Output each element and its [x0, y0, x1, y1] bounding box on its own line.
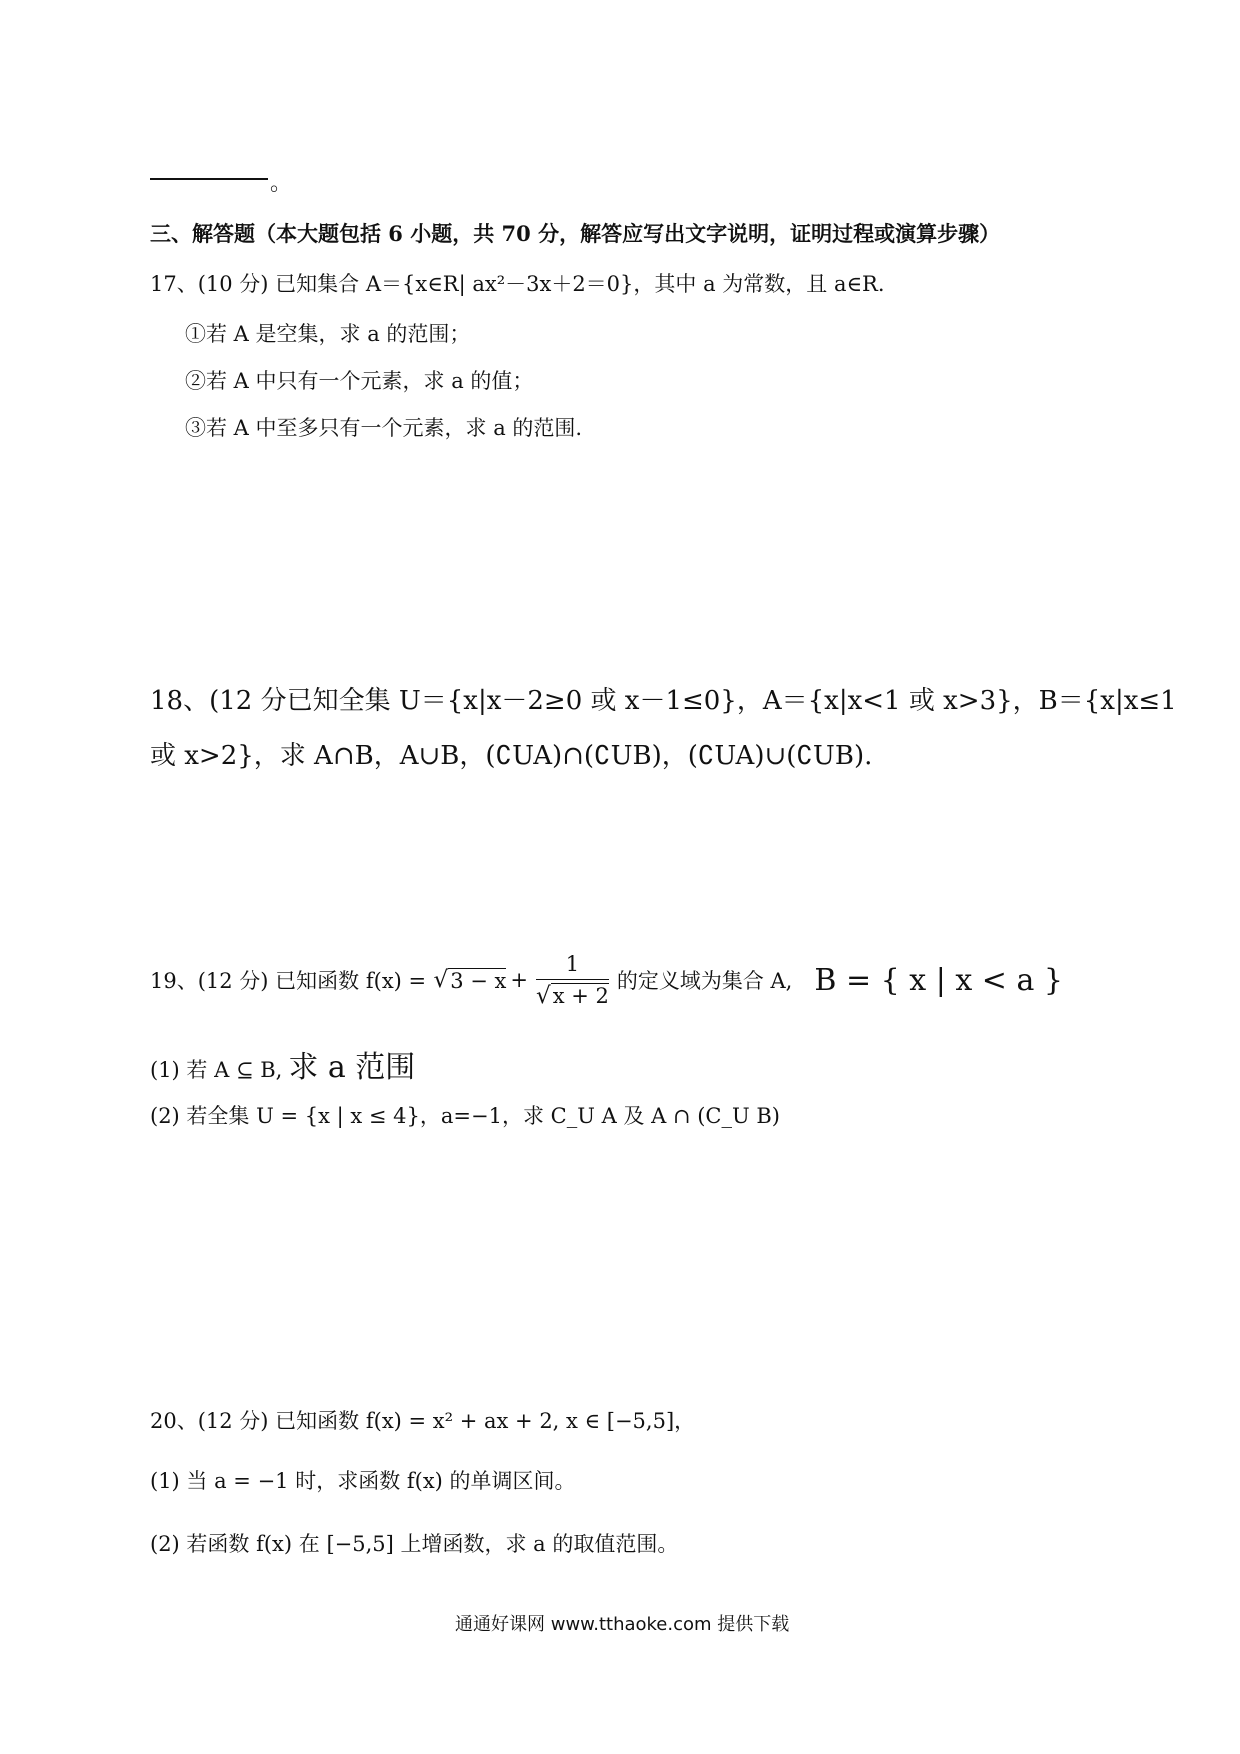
q19-sqrt-expression: 3 − x: [450, 968, 507, 993]
q19-item-1-cond: (1) 若 A ⊆ B,: [150, 1058, 283, 1082]
q19-prefix: 19、(12 分) 已知函数 f(x) =: [150, 969, 427, 993]
q20-stem: 20、(12 分) 已知函数 f(x) = x² + ax + 2, x ∈ [−5,5]，: [150, 1409, 696, 1433]
radical-sign: √: [426, 967, 449, 993]
page-footer: 通通好课网 www.tthaoke.com 提供下载: [455, 1614, 790, 1635]
q20-item-2: (2) 若函数 f(x) 在 [−5,5] 上增函数，求 a 的取值范围。: [150, 1532, 679, 1556]
q18-line-1: 18、(12 分已知全集 U＝{x|x－2≥0 或 x－1≤0}，A＝{x|x<1 或 x>3}，B＝{x|x≤1: [150, 686, 1177, 716]
q17-item-1: ①若 A 是空集，求 a 的范围；: [185, 322, 471, 346]
q19-fraction-numerator: 1: [536, 949, 609, 980]
q18-line-2: 或 x>2}，求 A∩B，A∪B，(∁UA)∩(∁UB)，(∁UA)∪(∁UB).: [150, 741, 873, 771]
q19-item-1: [150, 1042, 415, 1086]
answer-blank-line: [150, 178, 268, 180]
q19-set-b: B = { x | x < a }: [814, 962, 1063, 998]
section-title: 三、解答题（本大题包括 6 小题，共 70 分，解答应写出文字说明，证明过程或演算步骤）: [150, 221, 1001, 246]
q19-item-2: (2) 若全集 U = {x | x ≤ 4}，a=−1，求 C_U A 及 A ∩ (C_U B): [150, 1104, 780, 1128]
q19-fraction-denominator-wrap: [536, 980, 609, 1012]
q19-fraction-denominator: x + 2: [552, 983, 609, 1008]
q19-plus: +: [510, 968, 528, 992]
q19-item-1-ask: 求 a 范围: [288, 1050, 416, 1085]
radical-sign-2: √: [535, 982, 551, 1009]
q17-item-2: ②若 A 中只有一个元素，求 a 的值；: [185, 369, 534, 393]
q19-mid: 的定义域为集合 A,: [616, 969, 793, 993]
q19-fraction: [536, 949, 609, 1012]
q19-stem: [150, 945, 1063, 1015]
q17-stem: 17、(10 分) 已知集合 A＝{x∈R| ax²－3x＋2＝0}，其中 a 为常数，且 a∈R.: [150, 272, 885, 296]
q20-item-1: (1) 当 a = −1 时，求函数 f(x) 的单调区间。: [150, 1469, 576, 1493]
q17-item-3: ③若 A 中至多只有一个元素，求 a 的范围.: [185, 416, 583, 440]
blank-end-mark: 。: [270, 171, 293, 196]
